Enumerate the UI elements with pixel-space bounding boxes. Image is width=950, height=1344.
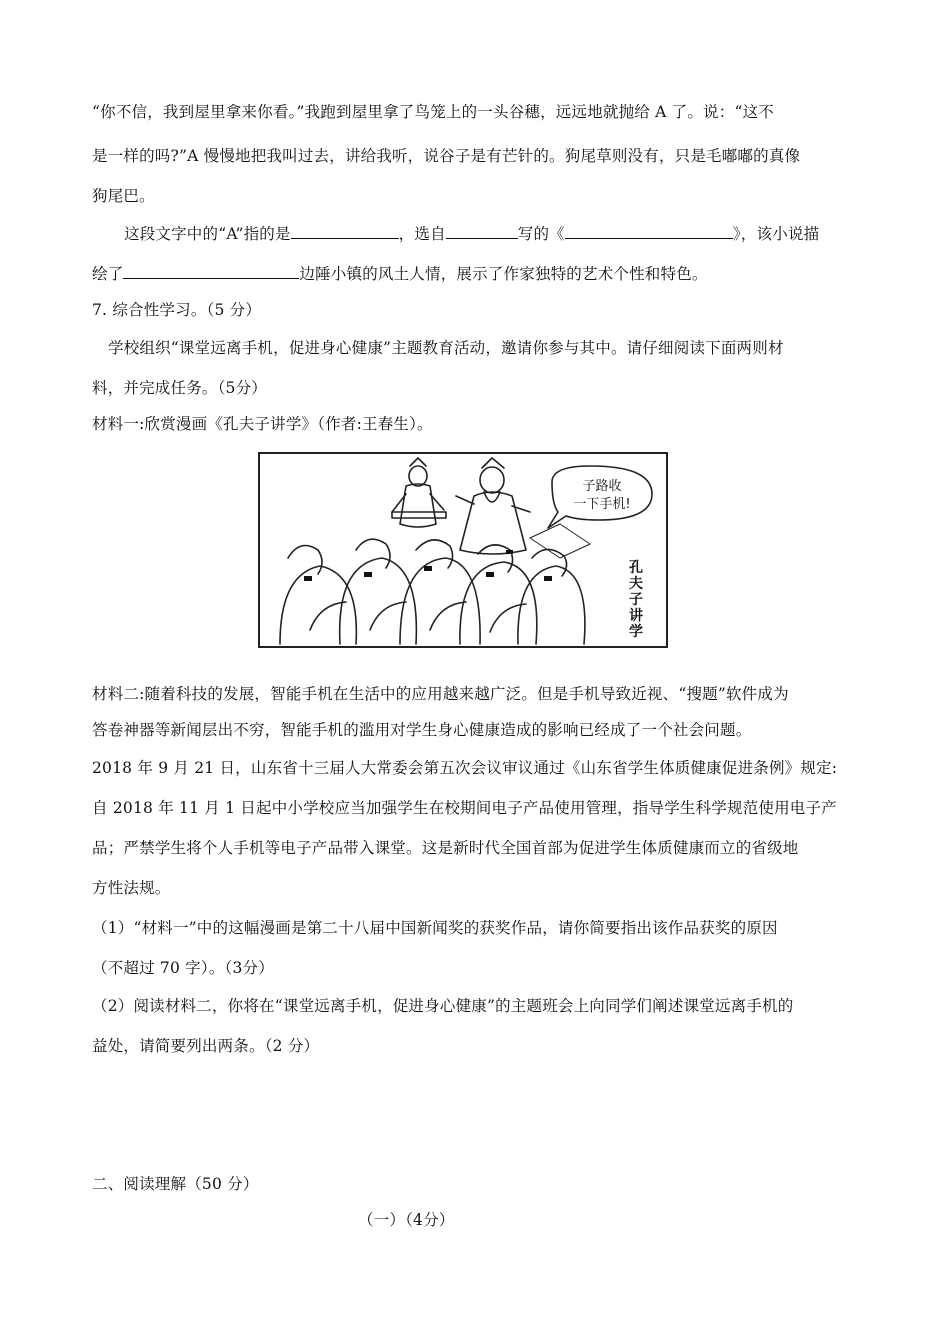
question-7-intro-2: 料，并完成任务。（5分） xyxy=(92,379,268,397)
question-6-line-2 xyxy=(92,262,708,284)
subquestion-2-line-1: （2）阅读材料二，你将在“课堂远离手机，促进身心健康”的主题班会上向同学们阐述课堂远离手机的 xyxy=(92,997,794,1015)
q6-blank-character[interactable] xyxy=(291,222,399,239)
material-2-line-5: 品；严禁学生将个人手机等电子产品带入课堂。这是新时代全国首部为促进学生体质健康而立的省级地 xyxy=(92,839,799,857)
question-6-line-1 xyxy=(124,222,819,244)
speech-bubble-line-2: 一下手机! xyxy=(573,497,631,512)
section-2-subtitle: （一）（4分） xyxy=(358,1211,455,1229)
q6-text-4: 》，该小说描 xyxy=(732,225,820,243)
q6-blank-novel[interactable] xyxy=(565,222,733,239)
passage-line-1: “你不信，我到屋里拿来你看。”我跑到屋里拿了鸟笼上的一头谷穗，远远地就抛给 A 了。说：“这不 xyxy=(92,103,774,121)
material-2-line-1: 材料二:随着科技的发展，智能手机在生活中的应用越来越广泛。但是手机导致近视、“搜题”软件成为 xyxy=(92,685,789,703)
confucius-figure xyxy=(456,458,530,554)
q6-text-6: 边陲小镇的风土人情，展示了作家独特的艺术个性和特色。 xyxy=(299,265,708,283)
material-2-line-2: 答卷神器等新闻层出不穷，智能手机的滥用对学生身心健康造成的影响已经成了一个社会问题。 xyxy=(92,721,752,739)
q6-text-1: 这段文字中的“A”指的是 xyxy=(124,225,291,243)
caption-char-1: 孔 xyxy=(629,560,643,576)
subquestion-1-line-1: （1）“材料一”中的这幅漫画是第二十八届中国新闻奖的获奖作品，请你简要指出该作品获奖的原因 xyxy=(92,919,778,937)
material-2-line-6: 方性法规。 xyxy=(92,879,171,897)
q6-blank-author[interactable] xyxy=(446,222,518,239)
question-7-intro-1: 学校组织“课堂远离手机，促进身心健康”主题教育活动，邀请你参与其中。请仔细阅读下面两则材 xyxy=(108,339,784,357)
material-2-line-3: 2018 年 9 月 21 日，山东省十三届人大常委会第五次会议审议通过《山东省学生体质健康促进条例》规定: xyxy=(92,759,838,777)
passage-line-2: 是一样的吗?”A 慢慢地把我叫过去，讲给我听，说谷子是有芒针的。狗尾草则没有，只是毛嘟嘟的真像 xyxy=(92,147,801,165)
caption-char-3: 子 xyxy=(629,592,643,608)
material-1-label: 材料一:欣赏漫画《孔夫子讲学》（作者:王春生）。 xyxy=(92,415,433,433)
q6-text-5: 绘了 xyxy=(92,265,124,283)
subquestion-2-line-2: 益处，请简要列出两条。（2 分） xyxy=(92,1037,320,1055)
speech-bubble-line-1: 子路收 xyxy=(582,479,622,494)
passage-line-3: 狗尾巴。 xyxy=(92,187,155,205)
q6-text-2: ，选自 xyxy=(398,225,446,243)
question-7-title: 7. 综合性学习。（5 分） xyxy=(92,301,262,319)
q6-blank-region[interactable] xyxy=(123,262,299,279)
students-crowd xyxy=(280,539,585,644)
cartoon-confucius-lecture xyxy=(258,452,668,648)
disciple-standing-figure xyxy=(392,458,446,527)
q6-text-3: 写的《 xyxy=(517,225,565,243)
caption-char-2: 夫 xyxy=(629,576,643,592)
material-2-line-4: 自 2018 年 11 月 1 日起中小学校应当加强学生在校期间电子产品使用管理，指导学生科学规范使用电子产 xyxy=(92,799,837,817)
caption-char-4: 讲 xyxy=(629,608,643,624)
section-2-title: 二、阅读理解（50 分） xyxy=(92,1175,259,1193)
subquestion-1-line-2: （不超过 70 字）。（3分） xyxy=(92,959,274,977)
caption-char-5: 学 xyxy=(629,624,643,640)
